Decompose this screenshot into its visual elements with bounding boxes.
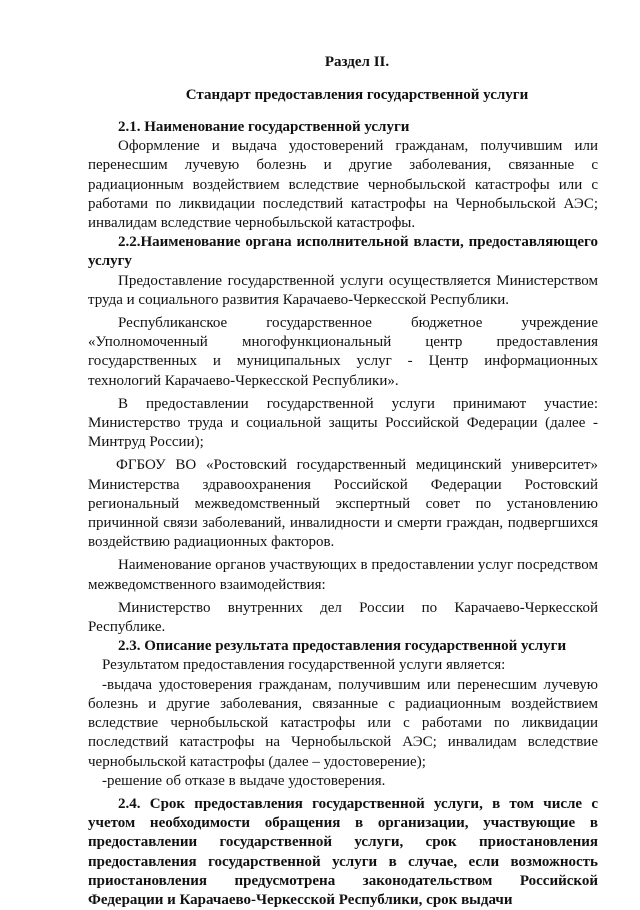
section-2-1 xyxy=(88,118,598,233)
section-title: Раздел II. xyxy=(324,54,390,70)
heading-2-2: 2.2.Наименование органа исполнительной власти, предоставляющего услугу xyxy=(88,234,598,270)
heading-2-3: 2.3. Описание результата предоставления государственной услуги xyxy=(118,638,567,655)
paragraph-2-2-2: Республиканское государственное бюджетное учреждение «Уполномоченный многофункциональный центр предоставления государственных и муниципальных услуг - Центр информационных технологий Карачаево-Черкесской Республики». xyxy=(88,315,598,389)
paragraph-2-2-3: В предоставлении государственной услуги принимают участие: Министерство труда и социальной защиты Российской Федерации (далее - Минтруд России); xyxy=(88,395,598,451)
section-2-3 xyxy=(88,637,598,791)
paragraph-2-2-6: Министерство внутренних дел России по Карачаево-Черкесской Республике. xyxy=(88,599,598,636)
paragraph-2-2-4: ФГБОУ ВО «Ростовский государственный медицинский университет» Министерства здравоохранения Российской Федерации Ростовский региональный межведомственный экспертный совет по установлению причинной связи заболеваний, инвалидности и смерти граждан, подвергшихся воздействию радиационных факторов. xyxy=(88,457,598,551)
section-2-2 xyxy=(88,233,598,637)
paragraph-2-3-3: -решение об отказе в выдаче удостоверения. xyxy=(102,772,386,789)
heading-2-1: 2.1. Наименование государственной услуги xyxy=(118,119,410,135)
heading-2-4: 2.4. Срок предоставления государственной услуги, в том числе с учетом необходимости обращения в организации, участвующие в предоставлении государственной услуги, срок приостановления предоставления государственной услуги в случае, если возможность приостановления предусмотрена законодательством Российской Федерации и Карачаево-Черкесской Республики, срок выдачи xyxy=(88,795,598,908)
section-2-4 xyxy=(88,795,598,910)
paragraph-2-2-5: Наименование органов участвующих в предоставлении услуг посредством межведомственного взаимодействия: xyxy=(88,557,598,593)
paragraph-2-3-2: -выдача удостоверения гражданам, получившим или перенесшим лучевую болезнь и другие заболевания, связанные с радиационным воздействием вследствие чернобыльской катастрофы или с работами по ликвидации последствий катастрофы на Чернобыльской АЭС; инвалидам вследствие чернобыльской катастрофы (далее – удостоверение); xyxy=(88,676,598,770)
paragraph-2-3-1: Результатом предоставления государственной услуги является: xyxy=(102,657,506,674)
document-page xyxy=(88,50,598,910)
paragraph-2-2-1: Предоставление государственной услуги осуществляется Министерством труда и социального развития Карачаево-Черкесской Республики. xyxy=(88,272,598,308)
paragraph-2-1: Оформление и выдача удостоверений гражданам, получившим или перенесшим лучевую болезнь и другие заболевания, связанные с радиационным воздействием вследствие чернобыльской катастрофы или с работами по ликвидации последствий катастрофы на Чернобыльской АЭС; инвалидам вследствие чернобыльской катастрофы. xyxy=(88,138,598,232)
section-subtitle: Стандарт предоставления государственной услуги xyxy=(185,87,529,103)
